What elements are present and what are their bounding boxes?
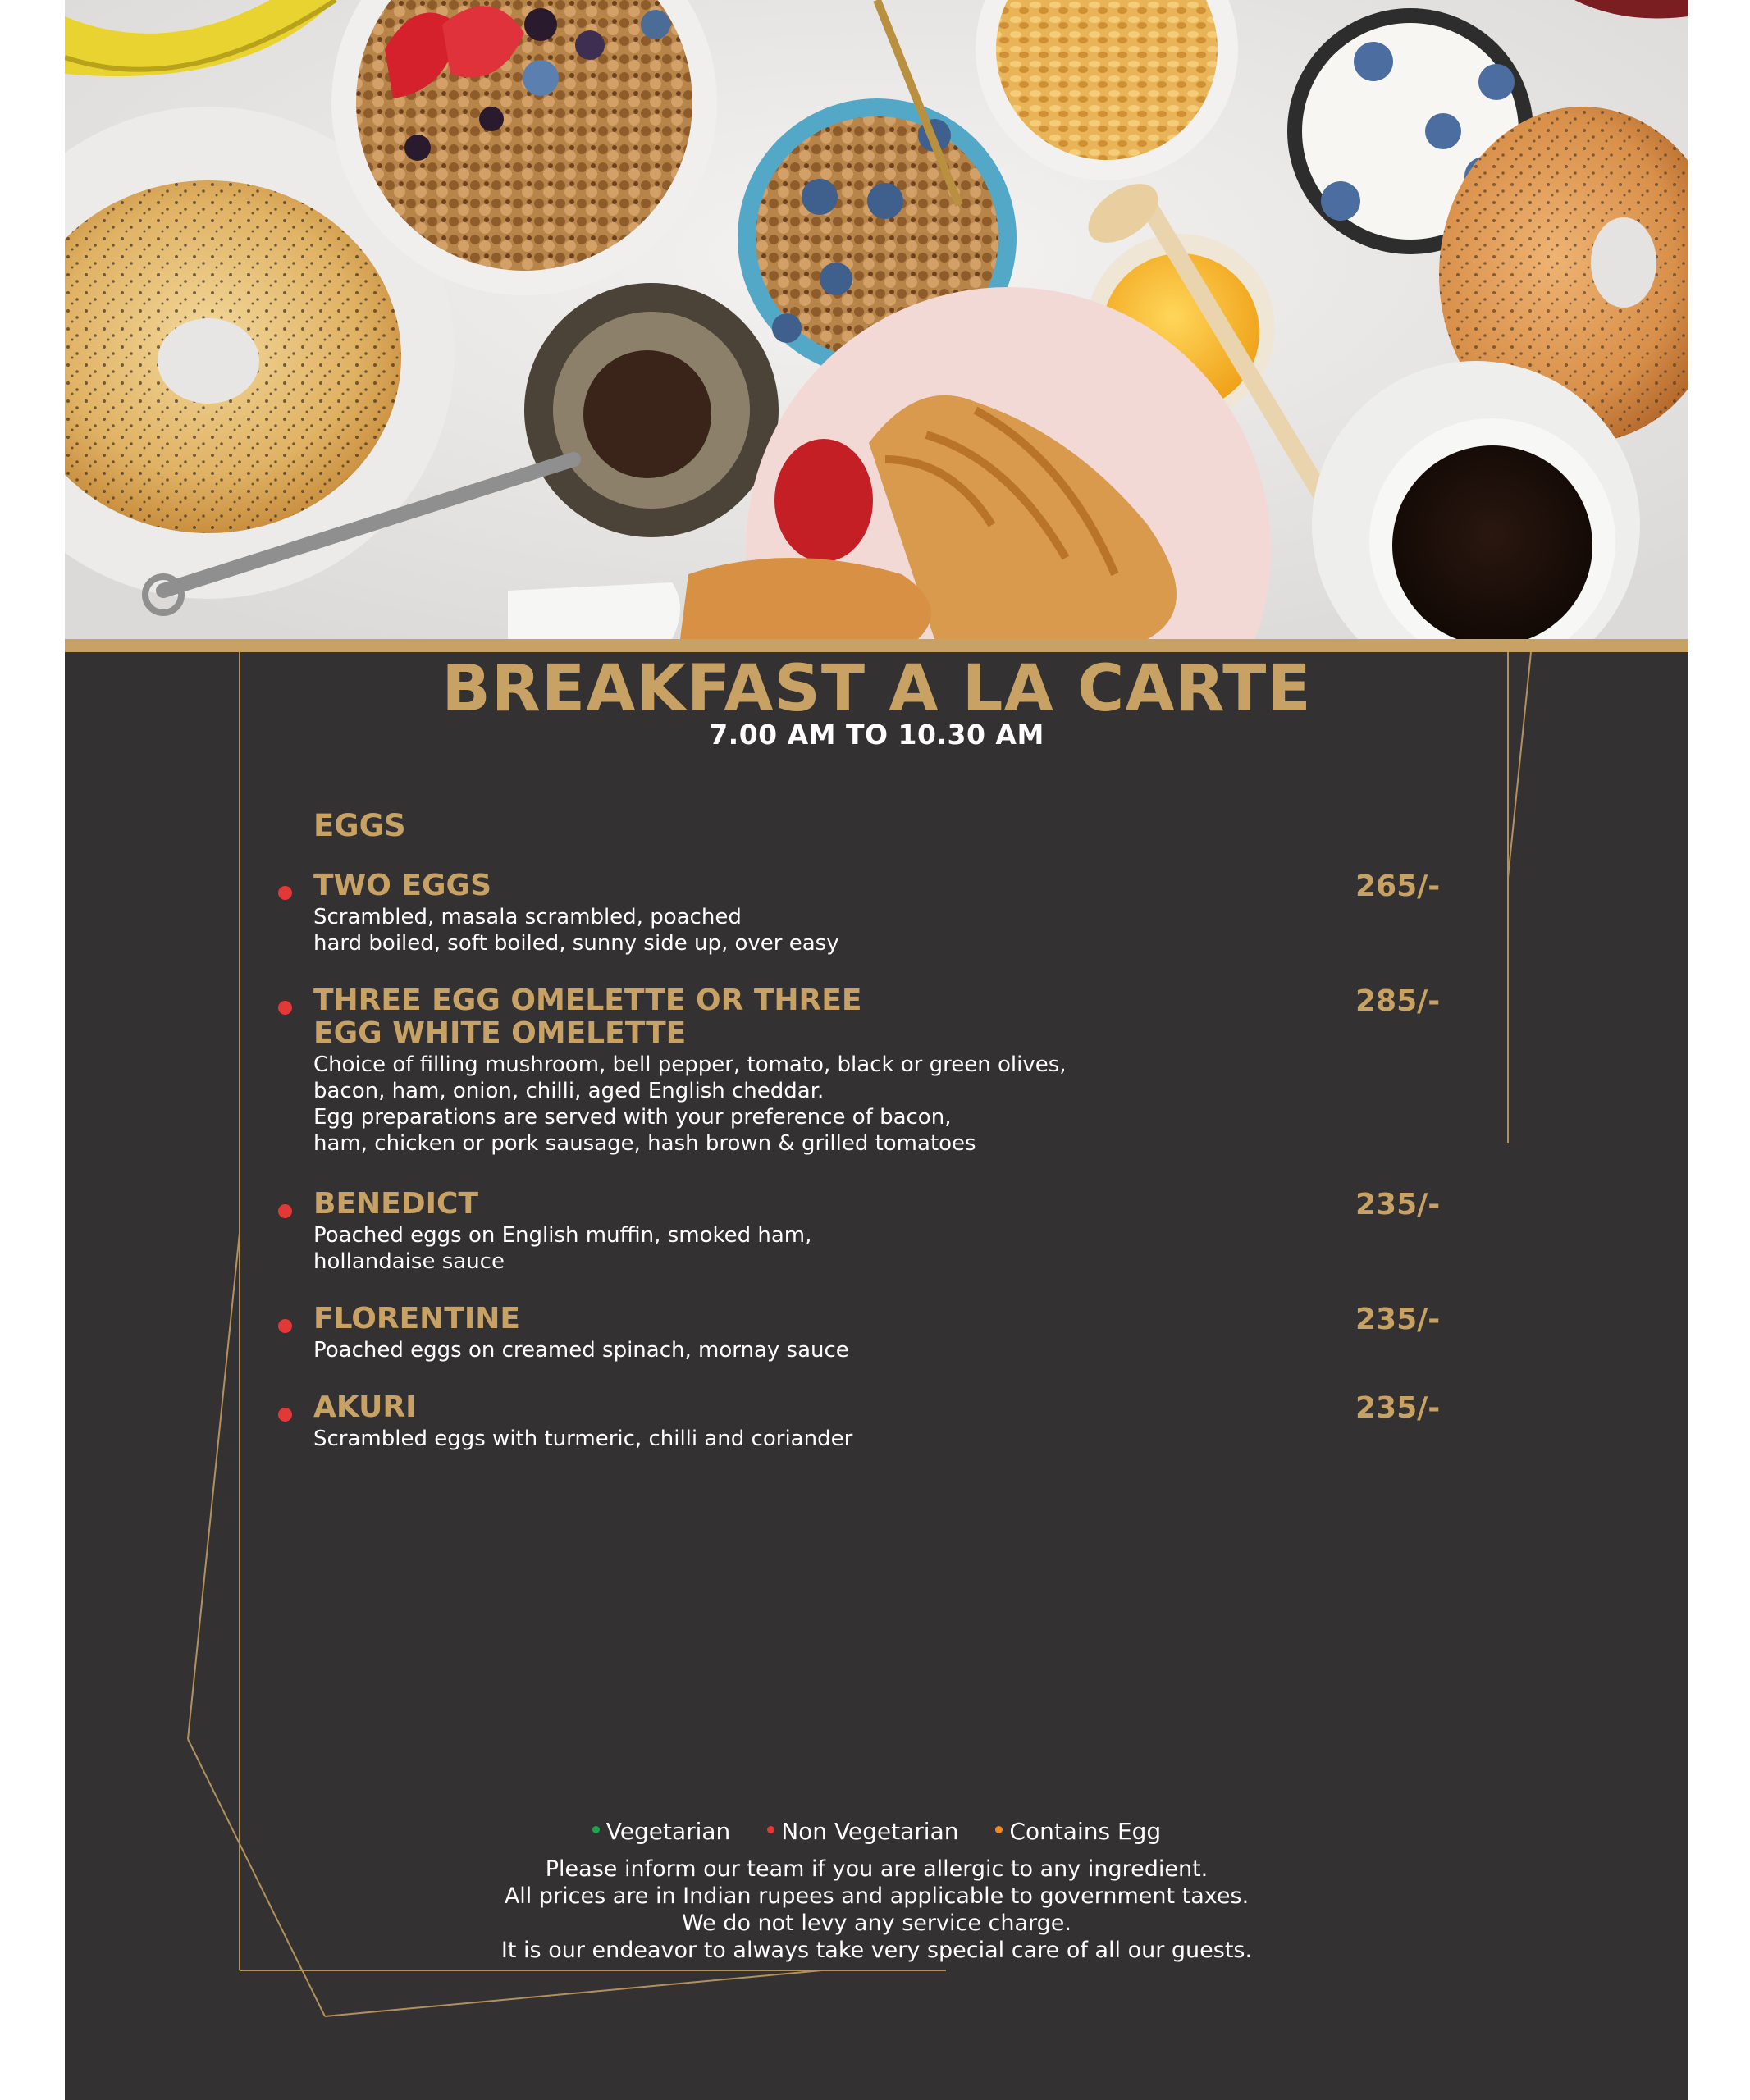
menu-title: BREAKFAST A LA CARTE: [441, 652, 1312, 726]
note-line: We do not levy any service charge.: [682, 1911, 1071, 1936]
section-heading-eggs: EGGS: [313, 808, 406, 843]
menu-page: [65, 0, 1688, 2100]
note-line: Please inform our team if you are allergic to any ingredient.: [545, 1856, 1209, 1882]
description-line: ham, chicken or pork sausage, hash brown & grilled tomatoes: [313, 1131, 976, 1156]
item-description: [313, 1222, 1544, 1275]
item-price: 235/-: [1355, 1391, 1441, 1425]
non-veg-marker: [278, 886, 292, 900]
legend-label: Non Vegetarian: [781, 1818, 959, 1845]
description-line: Poached eggs on English muffin, smoked ham,: [313, 1223, 812, 1248]
item-name: FLORENTINE: [313, 1302, 520, 1335]
menu-item-omelette: [313, 984, 1544, 1157]
item-price: 235/-: [1355, 1188, 1441, 1221]
description-line: hard boiled, soft boiled, sunny side up, over easy: [313, 931, 839, 956]
legend-contains-egg: [995, 1818, 1161, 1845]
menu-item-florentine: [313, 1303, 1544, 1363]
menu-item-two-eggs: [313, 870, 1544, 956]
gold-divider-band: [65, 639, 1688, 652]
item-price: 265/-: [1355, 870, 1441, 903]
menu-item-akuri: [313, 1391, 1544, 1452]
veg-dot-icon: [592, 1826, 600, 1833]
description-line: Choice of filling mushroom, bell pepper, tomato, black or green olives,: [313, 1052, 1067, 1077]
item-description: [313, 1426, 1544, 1452]
menu-item-benedict: [313, 1188, 1544, 1275]
legend-label: Vegetarian: [605, 1818, 731, 1845]
item-description: [313, 1052, 1544, 1157]
non-veg-dot-icon: [767, 1826, 774, 1833]
legend-non-vegetarian: [767, 1818, 958, 1845]
item-description: [313, 1337, 1544, 1363]
non-veg-marker: [278, 1319, 292, 1333]
item-description: [313, 904, 1544, 956]
non-veg-marker: [278, 1204, 292, 1218]
description-line: bacon, ham, onion, chilli, aged English cheddar.: [313, 1079, 825, 1103]
note-line: All prices are in Indian rupees and applicable to government taxes.: [504, 1883, 1250, 1909]
legend-vegetarian: [592, 1818, 731, 1845]
non-veg-marker: [278, 1001, 292, 1015]
non-veg-marker: [278, 1408, 292, 1422]
description-line: Scrambled, masala scrambled, poached: [313, 905, 742, 929]
diet-legend: [65, 1818, 1688, 1845]
legend-label: Contains Egg: [1009, 1818, 1162, 1845]
item-name: BENEDICT: [313, 1187, 479, 1221]
description-line: hollandaise sauce: [313, 1249, 505, 1274]
item-name: TWO EGGS: [313, 869, 492, 902]
item-price: 235/-: [1355, 1303, 1441, 1336]
description-line: Poached eggs on creamed spinach, mornay sauce: [313, 1338, 849, 1363]
item-name: AKURI: [313, 1390, 417, 1424]
egg-dot-icon: [995, 1826, 1003, 1833]
item-name: THREE EGG OMELETTE OR THREE EGG WHITE OMELETTE: [313, 984, 862, 1050]
description-line: Egg preparations are served with your preference of bacon,: [313, 1105, 952, 1130]
description-line: Scrambled eggs with turmeric, chilli and coriander: [313, 1427, 853, 1451]
service-hours: 7.00 AM TO 10.30 AM: [709, 719, 1044, 751]
item-price: 285/-: [1355, 984, 1441, 1018]
note-line: It is our endeavor to always take very special care of all our guests.: [500, 1938, 1253, 1963]
hero-food-photo: [65, 0, 1688, 639]
menu-notes: [65, 1856, 1688, 1964]
